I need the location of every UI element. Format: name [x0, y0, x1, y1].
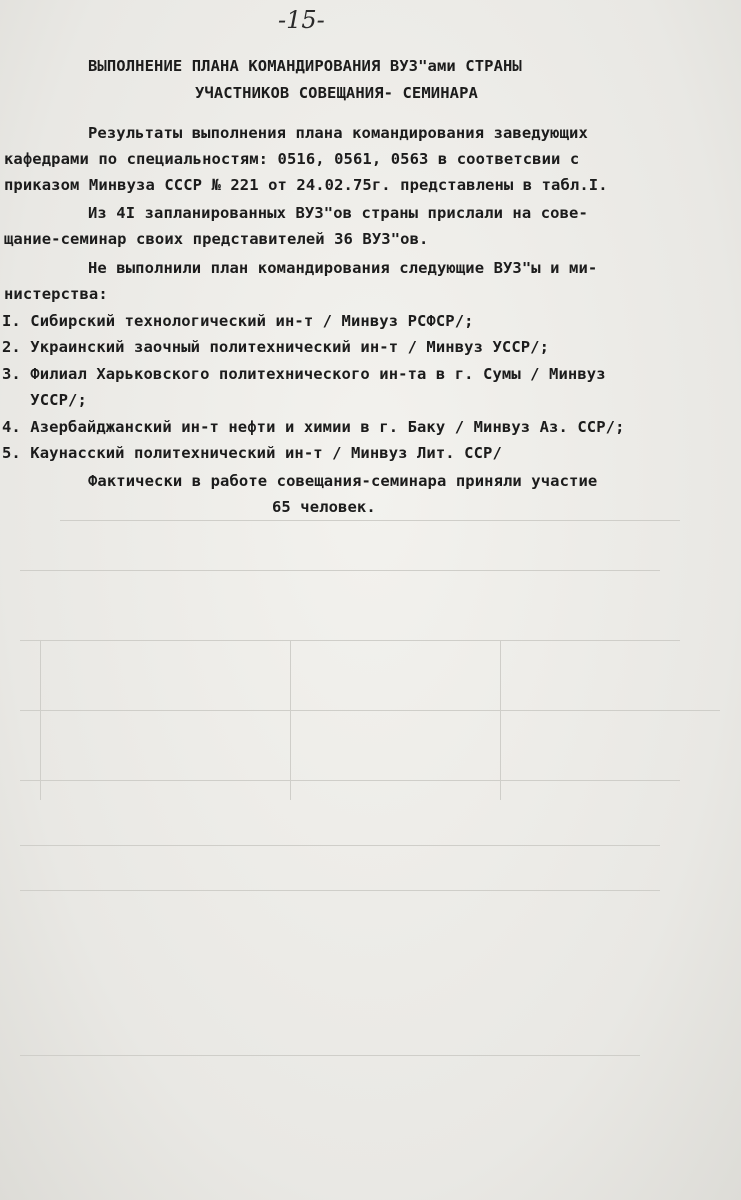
- list-item: 5. Каунасский политехнический ин-т / Минвуз Лит. ССР/: [2, 444, 502, 462]
- paragraph-1-line: приказом Минвуза СССР № 221 от 24.02.75г. представлены в табл.I.: [4, 176, 608, 194]
- paragraph-2-line: щание-семинар своих представителей 36 ВУЗ"ов.: [4, 230, 429, 248]
- bleed-through-line: [20, 570, 660, 571]
- bleed-through-line: [20, 780, 680, 781]
- bleed-through-line: [20, 710, 720, 711]
- list-item: 3. Филиал Харьковского политехнического ин-та в г. Сумы / Минвуз: [2, 365, 606, 383]
- conclusion-line: Фактически в работе совещания-семинара приняли участие: [88, 472, 598, 490]
- paragraph-2-line: Из 4I запланированных ВУЗ"ов страны прислали на сове-: [88, 204, 588, 222]
- heading-line-2: УЧАСТНИКОВ СОВЕЩАНИЯ- СЕМИНАРА: [195, 84, 478, 102]
- heading-line-1: ВЫПОЛНЕНИЕ ПЛАНА КОМАНДИРОВАНИЯ ВУЗ"ами СТРАНЫ: [88, 57, 522, 75]
- bleed-through-line: [20, 640, 680, 641]
- bleed-through-line: [20, 1055, 640, 1056]
- bleed-through-line: [290, 640, 291, 800]
- bleed-through-line: [500, 640, 501, 800]
- bleed-through-line: [40, 640, 41, 800]
- bleed-through-line: [20, 890, 660, 891]
- conclusion-line: 65 человек.: [272, 498, 376, 516]
- paragraph-1-line: кафедрами по специальностям: 0516, 0561, 0563 в соответсвии с: [4, 150, 580, 168]
- list-item: 4. Азербайджанский ин-т нефти и химии в г. Баку / Минвуз Аз. ССР/;: [2, 418, 625, 436]
- paragraph-3-line: Не выполнили план командирования следующие ВУЗ"ы и ми-: [88, 259, 598, 277]
- list-item: УССР/;: [2, 391, 87, 409]
- bleed-through-line: [60, 520, 680, 521]
- bleed-through-line: [20, 845, 660, 846]
- paragraph-3-line: нистерства:: [4, 285, 108, 303]
- list-item: I. Сибирский технологический ин-т / Минвуз РСФСР/;: [2, 312, 474, 330]
- paragraph-1-line: Результаты выполнения плана командирования заведующих: [88, 124, 588, 142]
- list-item: 2. Украинский заочный политехнический ин-т / Минвуз УССР/;: [2, 338, 550, 356]
- page-number: -15-: [278, 6, 325, 34]
